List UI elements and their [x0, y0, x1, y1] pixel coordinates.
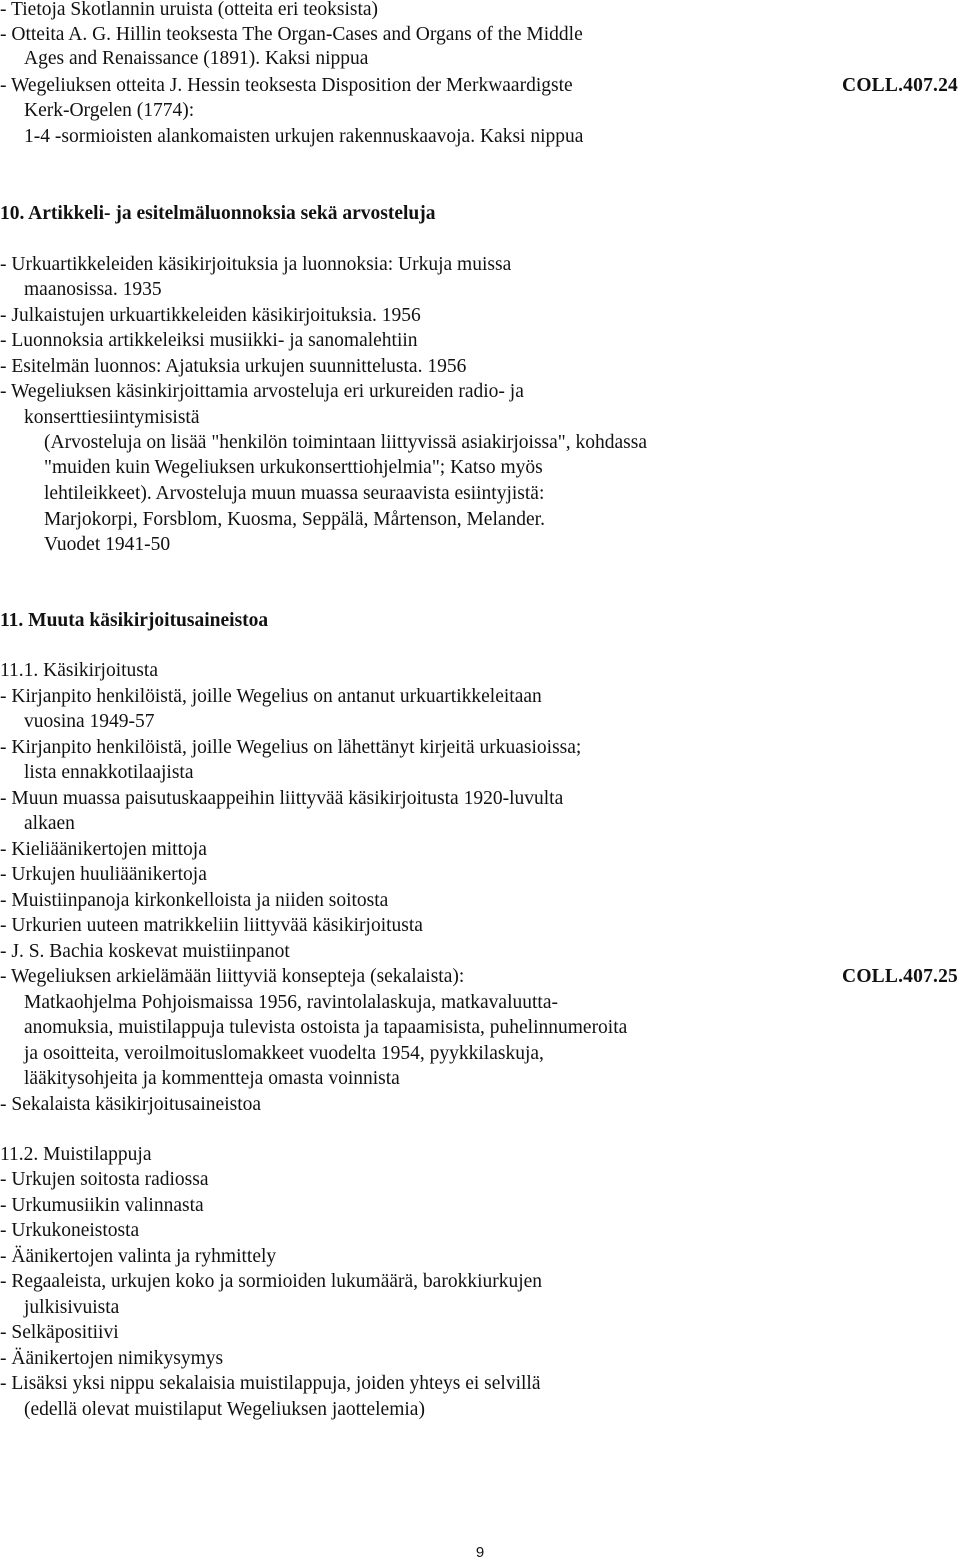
text-line: - Tietoja Skotlannin uruista (otteita eri teoksista) — [0, 0, 379, 20]
subsection-heading: 11.1. Käsikirjoitusta — [0, 660, 158, 681]
text-line: - J. S. Bachia koskevat muistiinpanot — [0, 941, 290, 962]
text-line: alkaen — [24, 813, 75, 834]
subsection-heading: 11.2. Muistilappuja — [0, 1144, 152, 1165]
text-line: - Urkujen soitosta radiossa — [0, 1169, 209, 1190]
text-line: - Kieliäänikertojen mittoja — [0, 839, 207, 860]
section-heading: 10. Artikkeli- ja esitelmäluonnoksia sekä arvosteluja — [0, 203, 436, 224]
text-line: - Urkurien uuteen matrikkeliin liittyvää käsikirjoitusta — [0, 915, 423, 936]
text-line: Kerk-Orgelen (1774): — [24, 100, 195, 121]
page-number: 9 — [475, 1544, 485, 1561]
text-line: - Regaaleista, urkujen koko ja sormioiden lukumäärä, barokkiurkujen — [0, 1271, 543, 1292]
text-line: - Äänikertojen valinta ja ryhmittely — [0, 1246, 277, 1267]
text-line: lehtileikkeet). Arvosteluja muun muassa seuraavista esiintyjistä: — [44, 483, 545, 504]
text-line: - Julkaistujen urkuartikkeleiden käsikirjoituksia. 1956 — [0, 305, 421, 326]
text-line: "muiden kuin Wegeliuksen urkukonserttiohjelmia"; Katso myös — [44, 457, 543, 478]
text-line: - Selkäpositiivi — [0, 1322, 119, 1343]
text-line: Marjokorpi, Forsblom, Kuosma, Seppälä, Mårtenson, Melander. — [44, 509, 545, 530]
text-line: - Kirjanpito henkilöistä, joille Wegelius on lähettänyt kirjeitä urkuasioissa; — [0, 737, 582, 758]
text-line: - Sekalaista käsikirjoitusaineistoa — [0, 1094, 262, 1115]
text-line: - Wegeliuksen otteita J. Hessin teoksesta Disposition der Merkwaardigste — [0, 75, 573, 96]
text-line: maanosissa. 1935 — [24, 279, 162, 300]
section-heading: 11. Muuta käsikirjoitusaineistoa — [0, 610, 269, 631]
text-line: Matkaohjelma Pohjoismaissa 1956, ravintolalaskuja, matkavaluutta- — [24, 992, 558, 1013]
text-line: - Esitelmän luonnos: Ajatuksia urkujen suunnittelusta. 1956 — [0, 356, 467, 377]
text-line: lääkitysohjeita ja kommentteja omasta voinnista — [24, 1068, 400, 1089]
text-line: - Wegeliuksen käsinkirjoittamia arvosteluja eri urkureiden radio- ja — [0, 381, 524, 402]
text-line: - Muistiinpanoja kirkonkelloista ja niiden soitosta — [0, 890, 389, 911]
text-line: - Lisäksi yksi nippu sekalaisia muistilappuja, joiden yhteys ei selvillä — [0, 1373, 541, 1394]
text-line: - Kirjanpito henkilöistä, joille Wegelius on antanut urkuartikkeleitaan — [0, 686, 542, 707]
text-line: - Urkuartikkeleiden käsikirjoituksia ja luonnoksia: Urkuja muissa — [0, 254, 512, 275]
text-line: julkisivuista — [24, 1297, 120, 1318]
collection-reference: COLL.407.24 — [842, 75, 958, 96]
text-line: - Urkukoneistosta — [0, 1220, 140, 1241]
text-line: - Wegeliuksen arkielämään liittyviä konsepteja (sekalaista): — [0, 966, 465, 987]
text-line: - Äänikertojen nimikysymys — [0, 1348, 224, 1369]
text-line: ja osoitteita, veroilmoituslomakkeet vuodelta 1954, pyykkilaskuja, — [24, 1043, 544, 1064]
text-line: lista ennakkotilaajista — [24, 762, 194, 783]
text-line: Vuodet 1941-50 — [44, 534, 171, 555]
text-line: konserttiesiintymisistä — [24, 407, 200, 428]
text-line: - Muun muassa paisutuskaappeihin liittyvää käsikirjoitusta 1920-luvulta — [0, 788, 564, 809]
text-line: Ages and Renaissance (1891). Kaksi nippua — [24, 48, 369, 69]
text-line: - Urkumusiikin valinnasta — [0, 1195, 204, 1216]
text-line: anomuksia, muistilappuja tulevista ostoista ja tapaamisista, puhelinnumeroita — [24, 1017, 628, 1038]
collection-reference: COLL.407.25 — [842, 966, 958, 987]
text-line: 1-4 -sormioisten alankomaisten urkujen rakennuskaavoja. Kaksi nippua — [24, 126, 584, 147]
text-line: - Luonnoksia artikkeleiksi musiikki- ja sanomalehtiin — [0, 330, 418, 351]
text-line: (Arvosteluja on lisää "henkilön toimintaan liittyvissä asiakirjoissa", kohdassa — [44, 432, 647, 453]
text-line: - Urkujen huuliäänikertoja — [0, 864, 207, 885]
text-line: vuosina 1949-57 — [24, 711, 155, 732]
text-line: (edellä olevat muistilaput Wegeliuksen jaottelemia) — [24, 1399, 425, 1420]
text-line: - Otteita A. G. Hillin teoksesta The Organ-Cases and Organs of the Middle — [0, 24, 583, 45]
